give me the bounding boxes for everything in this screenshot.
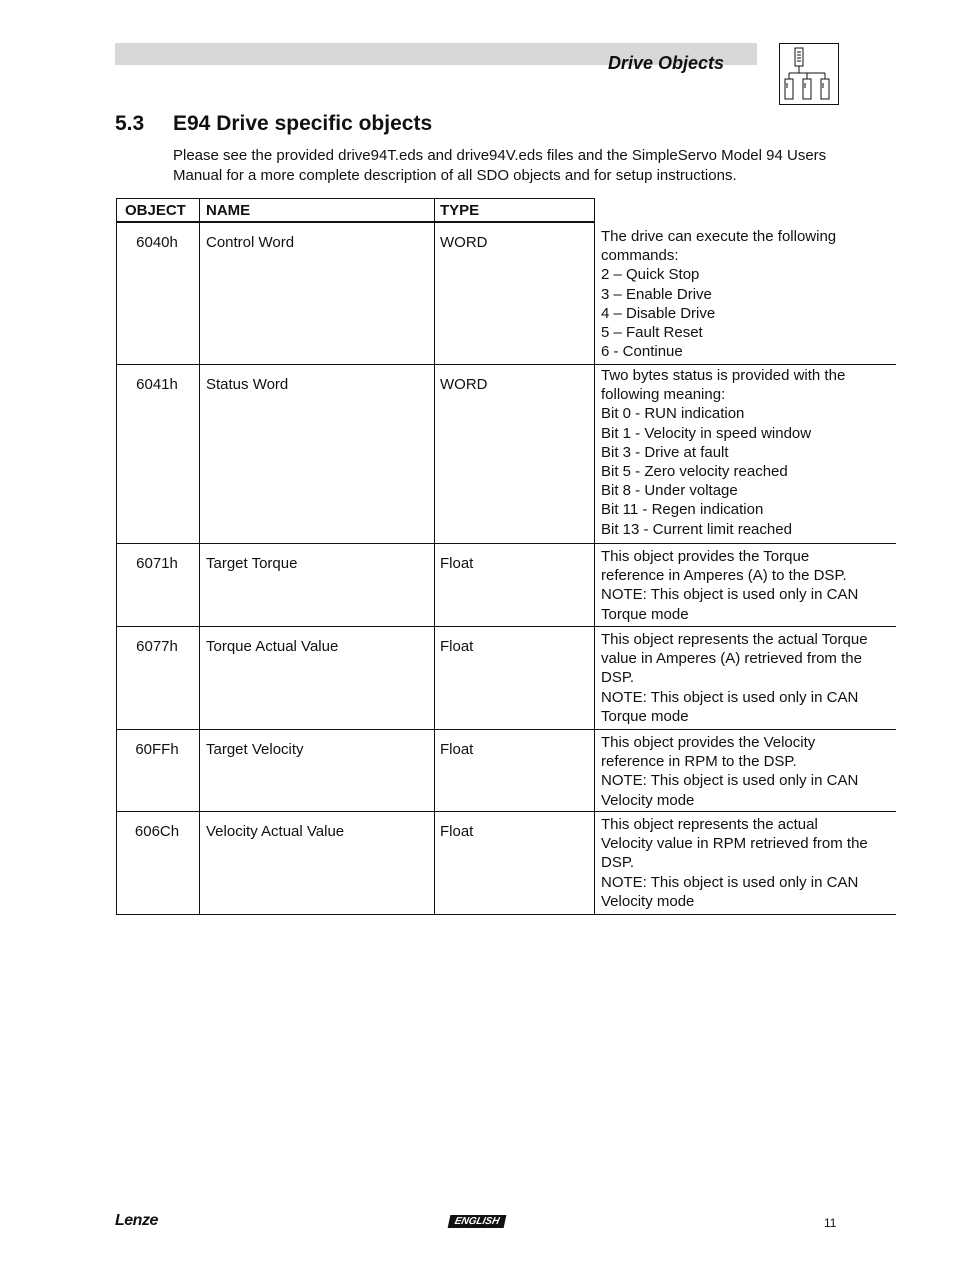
description-line: NOTE: This object is used only in CAN	[601, 873, 859, 891]
section-number: 5.3	[115, 112, 145, 135]
description-line: 3 – Enable Drive	[601, 285, 712, 303]
column-divider	[199, 365, 200, 543]
description-line: DSP.	[601, 854, 635, 872]
header-title: Drive Objects	[607, 53, 724, 73]
column-divider	[199, 544, 200, 626]
description-line: 5 – Fault Reset	[601, 324, 703, 342]
name-cell: Control Word	[206, 234, 295, 251]
type-cell: WORD	[440, 234, 488, 251]
description-line: 4 – Disable Drive	[601, 304, 716, 322]
description-line: Velocity mode	[601, 892, 695, 910]
description-cell	[594, 812, 896, 915]
description-line: following meaning:	[601, 386, 726, 404]
description-line: This object provides the Velocity	[601, 734, 816, 751]
name-cell: Target Torque	[206, 555, 298, 572]
description-line: The drive can execute the following	[601, 228, 837, 245]
description-line: Bit 3 - Drive at fault	[601, 443, 729, 461]
description-line: This object represents the actual Torque	[601, 631, 868, 648]
intro-paragraph	[173, 146, 893, 186]
description-cell	[594, 544, 896, 627]
description-line: reference in Amperes (A) to the DSP.	[601, 567, 847, 585]
table-header	[116, 198, 595, 223]
description-line: 6 - Continue	[601, 343, 683, 361]
description-line: 2 – Quick Stop	[601, 266, 700, 284]
intro-line: Please see the provided drive94T.eds and drive94V.eds files and the SimpleServo Model 94 Users	[173, 147, 827, 164]
description-line: Velocity value in RPM retrieved from the	[601, 835, 868, 853]
description-line: Bit 8 - Under voltage	[601, 482, 738, 500]
description-line: Two bytes status is provided with the	[601, 367, 846, 384]
description-line: reference in RPM to the DSP.	[601, 753, 797, 771]
description-line: value in Amperes (A) retrieved from the	[601, 650, 862, 668]
description-line: Bit 11 - Regen indication	[601, 501, 764, 519]
network-bus-icon	[779, 43, 839, 105]
type-cell: Float	[440, 741, 474, 758]
lenze-logo: Lenze	[115, 1212, 158, 1229]
object-cell: 6041h	[136, 376, 178, 393]
description-cell	[594, 223, 896, 365]
description-line: Bit 5 - Zero velocity reached	[601, 463, 788, 481]
table-row	[116, 223, 896, 365]
name-cell: Torque Actual Value	[206, 638, 339, 655]
name-cell: Velocity Actual Value	[206, 823, 345, 840]
type-cell: Float	[440, 638, 474, 655]
table-row	[116, 812, 896, 915]
name-cell: Status Word	[206, 376, 289, 393]
description-line: Velocity mode	[601, 791, 695, 809]
description-line: NOTE: This object is used only in CAN	[601, 688, 859, 706]
description-line: Bit 13 - Current limit reached	[601, 520, 792, 538]
table-row	[116, 365, 896, 544]
description-cell	[594, 365, 896, 544]
object-cell: 6071h	[136, 555, 178, 572]
description-line: NOTE: This object is used only in CAN	[601, 586, 859, 604]
column-divider	[199, 812, 200, 914]
description-cell	[594, 730, 896, 812]
description-line: commands:	[601, 247, 679, 265]
description-line: This object represents the actual	[601, 816, 818, 833]
name-cell: Target Velocity	[206, 741, 304, 758]
header-object: OBJECT	[125, 202, 186, 219]
object-cell: 606Ch	[134, 823, 180, 840]
page-number: 11	[824, 1216, 837, 1230]
object-cell: 6040h	[136, 234, 178, 251]
column-divider	[199, 223, 200, 364]
object-cell: 60FFh	[135, 741, 179, 758]
description-line: DSP.	[601, 669, 635, 687]
description-line: Bit 0 - RUN indication	[601, 405, 745, 423]
header-type: TYPE	[440, 202, 480, 219]
intro-line: Manual for a more complete description of all SDO objects and for setup instructions.	[173, 167, 737, 184]
column-divider	[199, 199, 200, 224]
description-line: Torque mode	[601, 707, 689, 725]
description-cell	[594, 627, 896, 730]
column-divider	[434, 199, 435, 224]
object-cell: 6077h	[136, 638, 178, 655]
description-line: Torque mode	[601, 605, 689, 623]
type-cell: Float	[440, 823, 474, 840]
description-line: This object provides the Torque	[601, 548, 810, 565]
table-row	[116, 627, 896, 730]
description-line: Bit 1 - Velocity in speed window	[601, 424, 812, 442]
table-row	[116, 730, 896, 812]
table-row	[116, 544, 896, 627]
column-divider	[199, 730, 200, 811]
section-title: E94 Drive specific objects	[173, 112, 433, 135]
type-cell: WORD	[440, 376, 488, 393]
header-name: NAME	[206, 202, 251, 219]
column-divider	[199, 627, 200, 729]
description-line: NOTE: This object is used only in CAN	[601, 772, 859, 790]
type-cell: Float	[440, 555, 474, 572]
language-badge: ENGLISH	[448, 1215, 507, 1228]
